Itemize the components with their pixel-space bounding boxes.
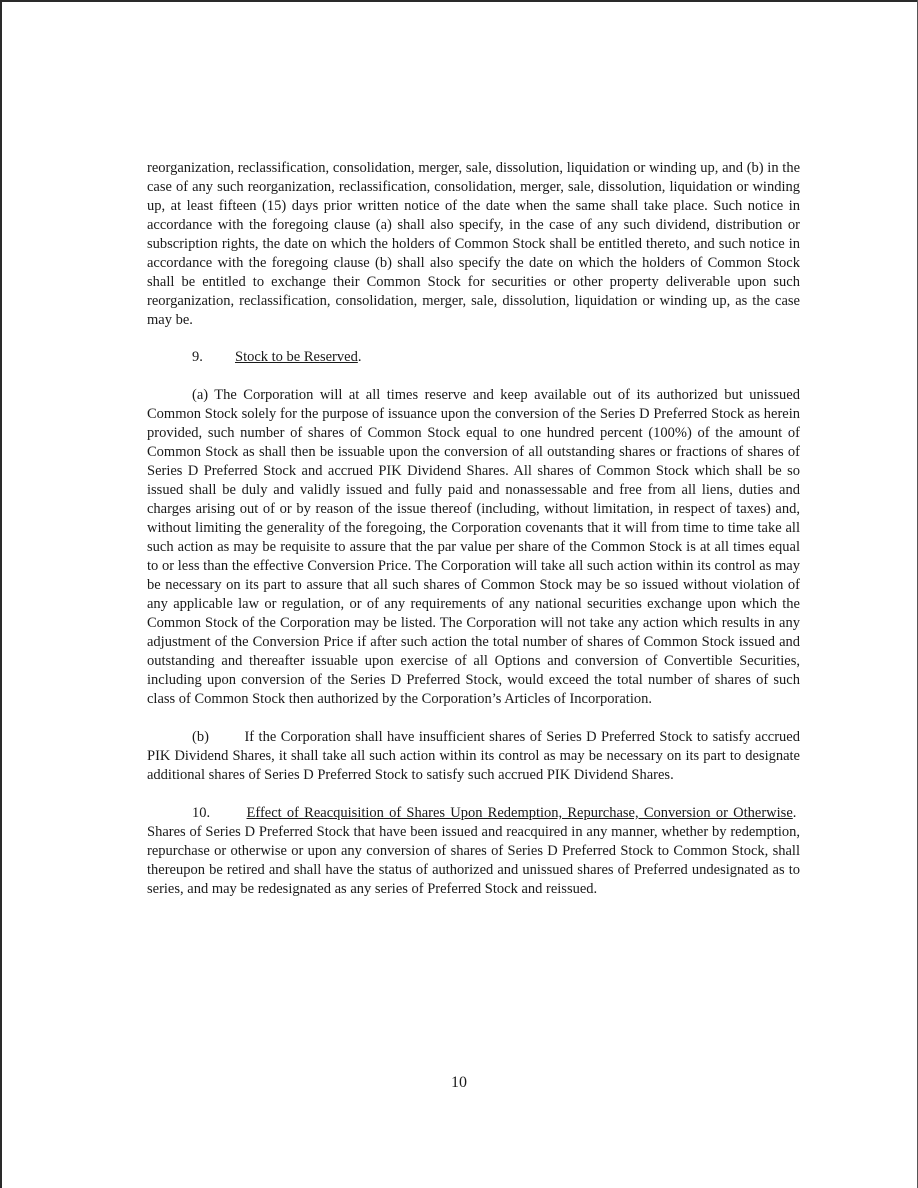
continuation-paragraph: reorganization, reclassification, consolidation, merger, sale, dissolution, liquidation or winding up, and (b) in the case of any such reorganization, reclassification, consolidation, merger, sale, dissolution, liquidation or winding up, at least fifteen (15) days prior written notice of the date when the same shall take place. Such notice in accordance with the foregoing clause (a) shall also specify, in the case of any such dividend, distribution or subscription rights, the date on which the holders of Common Stock shall be entitled thereto, and such notice in accordance with the foregoing clause (b) shall also specify the date on which the holders of Common Stock shall be entitled to exchange their Common Stock for securities or other property deliverable upon such reorganization, reclassification, consolidation, merger, sale, dissolution, liquidation or winding up, as the case may be. [147,160,800,328]
section-10-paragraph: 10. Effect of Reacquisition of Shares Upon Redemption, Repurchase, Conversion or Otherwise. Shares of Series D Preferred Stock that have been issued and reacquired in any manner, whether by redemption, repurchase or otherwise or upon any conversion of shares of Series D Preferred Stock to Common Stock, shall thereupon be retired and shall have the status of authorized and unissued shares of Preferred undesignated as to series, and may be redesignated as any series of Preferred Stock and reissued. [147,805,801,897]
page-number: 10 [451,1074,467,1091]
section-9a-paragraph: (a) The Corporation will at all times reserve and keep available out of its authorized but unissued Common Stock solely for the purpose of issuance upon the conversion of the Series D Preferred Stock as herein provided, such number of shares of Common Stock equal to one hundred percent (100%) of the amount of Common Stock as shall then be issuable upon the conversion of all outstanding shares or fractions of shares of Series D Preferred Stock and accrued PIK Dividend Shares. All shares of Common Stock which shall be so issued shall be duly and validly issued and fully paid and nonassessable and free from all liens, duties and charges arising out of or by reason of the issue thereof (including, without limitation, in respect of taxes) and, without limiting the generality of the foregoing, the Corporation covenants that it will from time to time take all such action as may be requisite to assure that the par value per share of the Common Stock is at all times equal to or less than the effective Conversion Price. The Corporation will take all such action within its control as may be necessary on its part to assure that all such shares of Common Stock may be so issued without violation of any applicable law or regulation, or of any requirements of any national securities exchange upon which the Common Stock of the Corporation may be listed. The Corporation will not take any action which results in any adjustment of the Conversion Price if after such action the total number of shares of Common Stock issued and outstanding and thereafter issuable upon exercise of all Options and conversion of Convertible Securities, including upon conversion of the Series D Preferred Stock, would exceed the total number of shares of such class of Common Stock then authorized by the Corporation’s Articles of Incorporation. [147,387,800,707]
document-body [147,159,800,899]
section-9-number: 9. [192,349,203,365]
section-9b-paragraph [147,728,800,785]
section-9b-text: If the Corporation shall have insufficient shares of Series D Preferred Stock to satisfy accrued PIK Dividend Shares, it shall take all such action within its control as may be necessary on its part to designate additional shares of Series D Preferred Stock to satisfy such accrued PIK Dividend Shares. [147,729,800,783]
scan-edge-left [0,0,2,1188]
section-10-text: Shares of Series D Preferred Stock that have been issued and reacquired in any manner, whether by redemption, repurchase or otherwise or upon any conversion of shares of Series D Preferred Stock to Common Stock, shall thereupon be retired and shall have the status of authorized and unissued shares of Preferred undesignated as to series, and may be redesignated as any series of Preferred Stock and reissued. [147,824,800,897]
section-10-title: Effect of Reacquisition of Shares Upon Redemption, Repurchase, Conversion or Otherwise [246,805,793,821]
section-10-number: 10. [192,805,211,821]
section-9b-label: (b) [192,729,209,745]
section-9-title: Stock to be Reserved [235,349,358,365]
section-9-heading: 9. Stock to be Reserved. [192,349,362,365]
scan-edge-top [0,0,918,2]
